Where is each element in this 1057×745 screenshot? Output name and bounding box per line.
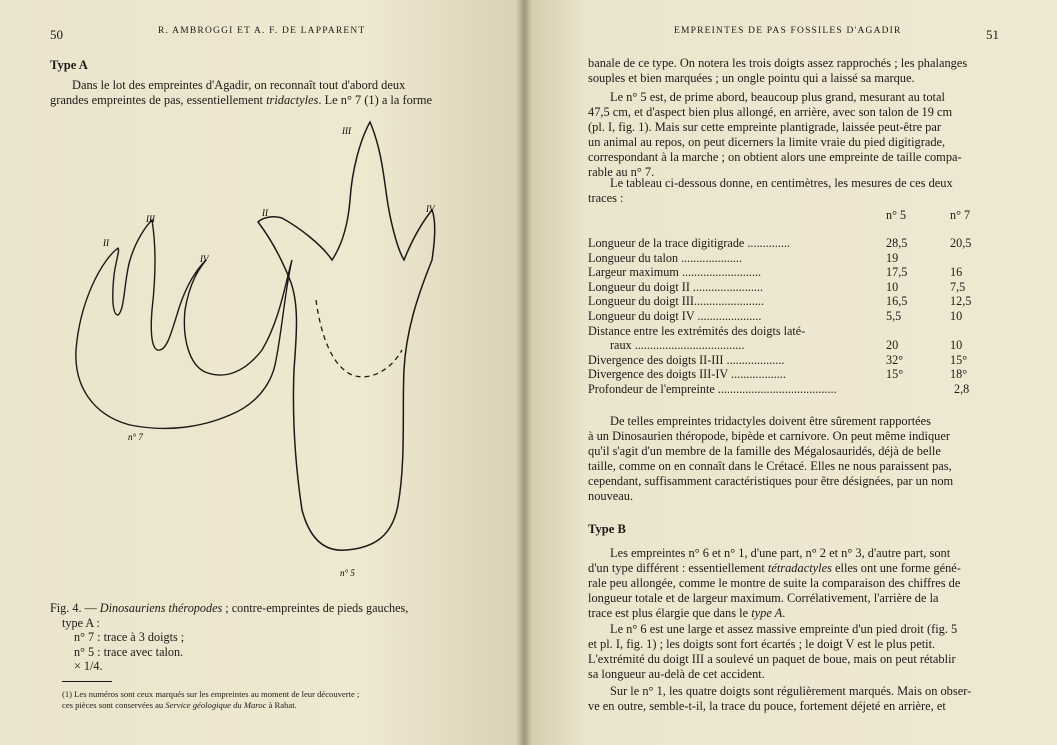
table-cell-n7: 12,5: [950, 294, 972, 309]
text-line: (pl. I, fig. 1). Mais sur cette empreinte plantigrade, laissée peut-être par: [588, 120, 941, 134]
table-cell-n7: 20,5: [950, 236, 972, 250]
table-row: [588, 250, 899, 266]
caption-title: Dinosauriens théropodes: [99, 601, 223, 615]
table-cell-n5: 32°: [886, 352, 904, 367]
table-row: [588, 352, 968, 368]
caption-rest: ; contre-empreintes de pieds gauches,: [222, 601, 409, 615]
right-page: [524, 0, 1057, 745]
text-line: nouveau.: [588, 489, 634, 503]
figure-label-n5: n° 5: [340, 568, 355, 578]
table-header-n7: n° 7: [950, 208, 971, 222]
text-line: Sur le n° 1, les quatre doigts sont régulièrement marqués. Mais on obser-: [610, 684, 972, 698]
text-line: rable au n° 7.: [588, 165, 655, 179]
table-cell-n5: 16,5: [886, 294, 908, 309]
text-line: et pl. I, fig. 1) ; les doigts sont fort écartés ; le doigt V est le plus petit.: [588, 637, 936, 651]
table-row: [588, 309, 963, 324]
table-row: [588, 338, 963, 353]
toe-label: IV: [200, 254, 209, 264]
table-cell-n5: 5,5: [886, 309, 902, 323]
text-line: Les empreintes n° 6 et n° 1, d'une part, n° 2 et n° 3, d'autre part, sont: [610, 546, 951, 560]
text-line: taille, comme on en connaît dans le Crétacé. Elles ne nous paraissent pas,: [588, 459, 952, 473]
table-cell-n5: 15°: [886, 367, 904, 382]
table-row-label: Longueur de la trace digitigrade ..............: [588, 236, 791, 250]
text-line: rale peu allongée, comme le montre de suite la comparaison des chiffres de: [588, 576, 961, 590]
page-number: 51: [986, 27, 999, 42]
text-line: souples et bien marquées ; un ongle pointu qui a laissé sa marque.: [588, 71, 915, 85]
table-row-label: Divergence des doigts III-IV ..................: [588, 367, 786, 382]
text-line: traces :: [588, 191, 624, 205]
footprint-figure: [0, 110, 524, 590]
footnote-line-1: (1) Les numéros sont ceux marqués sur les empreintes au moment de leur découverte ;: [62, 689, 360, 699]
intro-italic: tridactyles: [266, 93, 319, 107]
footnote-text: ces pièces sont conservées au: [62, 699, 166, 710]
table-cell-n7: 15°: [950, 352, 968, 367]
table-cell-n5: 28,5: [886, 236, 908, 250]
toe-label: III: [146, 214, 155, 224]
figure-label-n7: n° 7: [128, 432, 143, 442]
table-cell-n7: 10: [950, 309, 963, 323]
footnote-line-2: [62, 700, 482, 711]
book-gutter: [516, 0, 532, 745]
text-span: trace est plus élargie que dans le: [588, 606, 752, 620]
intro-text: grandes empreintes de pas, essentiellement: [50, 93, 267, 107]
table-cell-n5: 10: [886, 279, 899, 294]
intro-line-1: Dans le lot des empreintes d'Agadir, on reconnaît tout d'abord deux: [72, 78, 406, 92]
paragraph-2: [588, 90, 998, 180]
text-line: L'extrémité du doigt III a soulevé un paquet de boue, mais on peut rétablir: [588, 652, 956, 666]
footnote-italic: Service géologique du Maroc: [165, 699, 267, 710]
page-number: 50: [50, 27, 63, 42]
paragraph-6: [588, 622, 998, 682]
text-line: qu'il s'agit d'un membre de la famille des Mégalosauridés, déjà de belle: [588, 444, 941, 458]
footnote-text-end: à Rabat.: [266, 699, 297, 710]
text-line: banale de ce type. On notera les trois doigts assez rapprochés ; les phalanges: [588, 56, 968, 70]
table-row-label: Longueur du doigt IV .....................: [588, 309, 762, 323]
text-line: correspondant à la marche ; on obtient alors une empreinte de taille compa-: [588, 150, 962, 164]
figure-caption: [50, 601, 470, 674]
caption-line-4: n° 5 : trace avec talon.: [74, 644, 184, 659]
table-row: [588, 236, 972, 251]
text-line: ve en outre, semble-t-il, la trace du pouce, fortement déjeté en arrière, et: [588, 699, 946, 713]
intro-text-end: . Le n° 7 (1) a la forme: [318, 93, 433, 107]
paragraph-4: [588, 414, 998, 504]
table-cell-n7: 2,8: [954, 382, 970, 396]
text-line: Le n° 5 est, de prime abord, beaucoup plus grand, mesurant au total: [610, 90, 945, 104]
running-head: R. AMBROGGI ET A. F. DE LAPPARENT: [158, 26, 366, 36]
toe-label: III: [342, 126, 351, 136]
footnote-rule: [62, 681, 112, 682]
table-row: [588, 324, 805, 339]
text-line: Le tableau ci-dessous donne, en centimètres, les mesures de ces deux: [610, 176, 953, 190]
text-span: .: [782, 606, 786, 620]
table-row: [588, 265, 963, 280]
text-line: sa longueur au-delà de cet accident.: [588, 667, 765, 681]
toe-label: IV: [426, 204, 435, 214]
table-row-label: Divergence des doigts II-III ...................: [588, 352, 785, 367]
table-cell-n5: 20: [886, 338, 899, 353]
measurements-table: [588, 208, 998, 404]
table-row-label: Profondeur de l'empreinte .......................................: [588, 382, 837, 396]
table-row: [588, 382, 970, 397]
table-row-label: Largeur maximum ..........................: [588, 265, 762, 280]
italic-term: tétradactyles: [767, 561, 832, 575]
section-title-b: Type B: [588, 522, 626, 536]
text-line: un animal au repos, on peut dicerners la limite vraie du pied digitigrade,: [588, 135, 946, 149]
text-line: longueur totale et de largeur maximum. Corrélativement, l'arrière de la: [588, 591, 939, 605]
caption-fig: Fig. 4. —: [50, 601, 100, 615]
intro-line-2: [50, 93, 460, 108]
table-header-n5: n° 5: [886, 208, 907, 222]
paragraph-3: [588, 176, 998, 206]
footprint-n5-outline: [258, 122, 435, 550]
section-title: Type A: [50, 58, 88, 72]
table-row: [588, 367, 968, 382]
text-span: elles ont une forme géné-: [831, 561, 961, 575]
table-row-label: Longueur du doigt II .......................: [588, 279, 764, 294]
table-row-label: Distance entre les extrémités des doigts laté-: [588, 323, 806, 338]
table-row-label: raux ....................................: [610, 338, 745, 353]
text-line: cependant, suffisamment caractéristiques pour être désignées, par un nom: [588, 474, 954, 488]
table-cell-n5: 19: [886, 250, 899, 265]
italic-term: type A: [751, 606, 783, 620]
footnote: [62, 689, 482, 710]
table-cell-n7: 7,5: [950, 279, 966, 294]
table-cell-n7: 16: [950, 265, 963, 280]
left-page: [0, 0, 524, 745]
table-cell-n7: 18°: [950, 367, 968, 382]
text-line: De telles empreintes tridactyles doivent être sûrement rapportées: [610, 414, 932, 428]
paragraph-7: [588, 684, 998, 714]
table-row-label: Longueur du talon ....................: [588, 250, 743, 265]
caption-line-2: type A :: [62, 615, 100, 630]
paragraph-1: [588, 56, 998, 86]
footprint-n7-outline: [76, 220, 292, 428]
text-line: Le n° 6 est une large et assez massive empreinte d'un pied droit (fig. 5: [610, 622, 958, 636]
text-span: d'un type différent : essentiellement: [588, 561, 768, 575]
table-row: [588, 279, 966, 295]
toe-label: II: [103, 238, 109, 248]
text-line: [588, 606, 998, 621]
paragraph-5: [588, 546, 998, 621]
text-line: à un Dinosaurien théropode, bipède et carnivore. On peut même indiquer: [588, 429, 950, 443]
intro-paragraph: [50, 78, 460, 108]
toe-label: II: [262, 208, 268, 218]
caption-line-3: n° 7 : trace à 3 doigts ;: [74, 630, 185, 644]
footprint-n5-digitigrade-limit: [316, 300, 402, 377]
text-line: [588, 561, 998, 576]
table-row-label: Longueur du doigt III.......................: [588, 294, 765, 309]
caption-line-5: × 1/4.: [74, 659, 103, 673]
caption-line-1: [50, 601, 470, 616]
table-cell-n5: 17,5: [886, 265, 908, 280]
table-row: [588, 294, 972, 309]
running-head: EMPREINTES DE PAS FOSSILES D'AGADIR: [674, 26, 902, 36]
text-line: 47,5 cm, et d'aspect bien plus allongé, en arrière, avec son talon de 19 cm: [588, 105, 953, 119]
table-cell-n7: 10: [950, 338, 963, 353]
